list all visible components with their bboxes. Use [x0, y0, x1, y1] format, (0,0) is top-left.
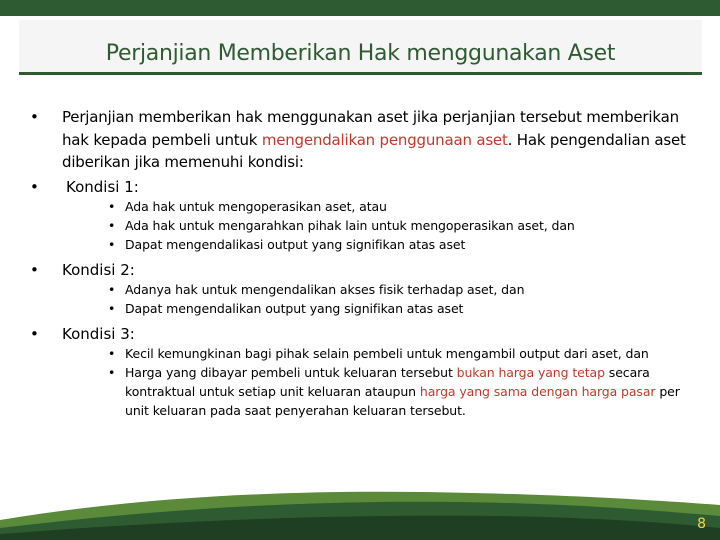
- kondisi-3-label: Kondisi 3:: [62, 325, 135, 343]
- bullet-icon: •: [30, 178, 39, 196]
- highlight-text: bukan harga yang tetap: [456, 365, 605, 380]
- kondisi-1-label: Kondisi 1:: [66, 178, 139, 196]
- intro-text-1: Perjanjian memberikan hak menggunakan aset jika perjanjian tersebut memberikan hak kepada pembeli untuk: [62, 108, 679, 149]
- slide-content: • Perjanjian memberikan hak menggunakan aset jika perjanjian tersebut memberikan hak kepada pembeli untuk mengendalikan penggunaan aset. Hak pengendalian aset diberikan jika memenuhi kondisi: • Kondisi 1: • Ada hak untuk mengoperasikan aset, atau • Ada hak untuk mengarahkan pihak lain untuk mengoperasikan aset, dan • Dapat mengendalikasi output yang signifikan atas aset • Kondisi 2: • Adanya hak untuk mengendalikan akses fisik terhadap aset, dan • Dapat mengendalikan output yang signifikan atas aset • Kondisi 3: • Kecil kemungkinan bagi pihak selain pembeli untuk mengambil output dari aset, dan • Harga yang dibayar pembeli untuk keluaran tersebut bukan harga yang tetap secara kontraktual untuk setiap unit keluaran ataupun harga yang sama dengan harga pasar per unit keluaran pada saat penyerahan keluaran tersebut.: [0, 0, 720, 540]
- highlight-text: harga yang sama dengan harga pasar: [419, 384, 656, 399]
- page-number: 8: [697, 516, 706, 532]
- intro-highlight: mengendalikan penggunaan aset: [261, 130, 508, 149]
- bullet-icon: •: [30, 325, 39, 343]
- kondisi-2-label: Kondisi 2:: [62, 261, 135, 279]
- bullet-icon: •: [30, 261, 39, 279]
- intro-text-2: . Hak pengendalian aset diberikan jika memenuhi kondisi:: [62, 130, 686, 171]
- slide-title: Perjanjian Memberikan Hak menggunakan Aset: [105, 41, 616, 66]
- bullet-icon: •: [30, 108, 39, 126]
